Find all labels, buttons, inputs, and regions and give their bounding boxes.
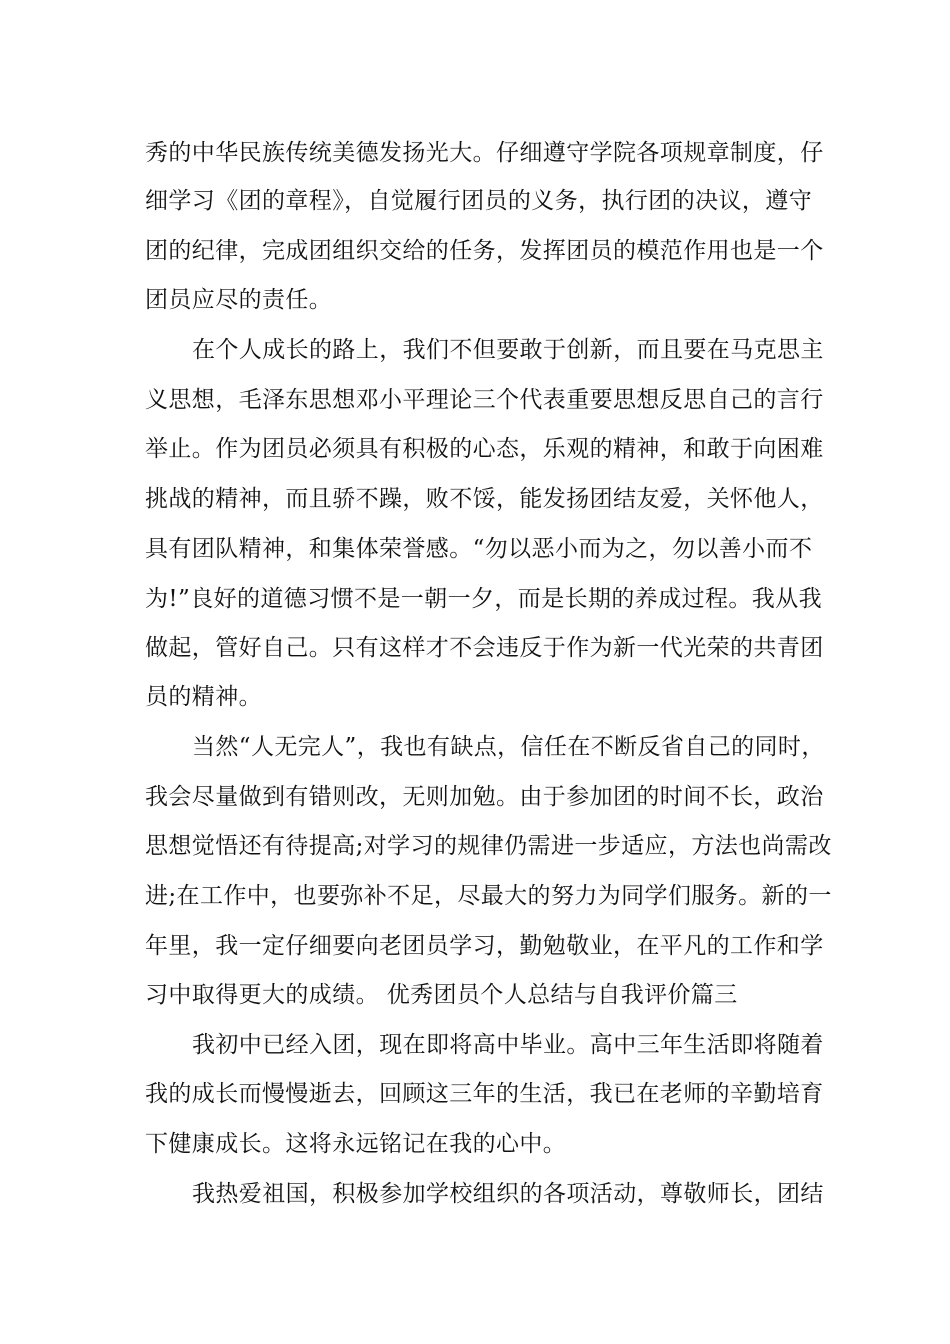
text-line: 思想觉悟还有待提高;对学习的规律仍需进一步适应，方法也尚需改 <box>145 833 832 859</box>
text-line: 细学习《团的章程》，自觉履行团员的义务，执行团的决议，遵守 <box>145 188 813 214</box>
text-line: 下健康成长。这将永远铭记在我的心中。 <box>145 1131 567 1157</box>
paragraph-first-line: 我初中已经入团，现在即将高中毕业。高中三年生活即将随着 <box>192 1032 824 1058</box>
text-line: 习中取得更大的成绩。 优秀团员个人总结与自我评价篇三 <box>145 982 738 1008</box>
text-line: 挑战的精神，而且骄不躁，败不馁，能发扬团结友爱，关怀他人， <box>145 486 824 512</box>
text-line: 团员应尽的责任。 <box>145 287 333 313</box>
paragraph-first-line: 我热爱祖国，积极参加学校组织的各项活动，尊敬师长，团结 <box>192 1181 824 1207</box>
text-line: 具有团队精神，和集体荣誉感。“勿以恶小而为之，勿以善小而不 <box>145 536 813 562</box>
text-line: 员的精神。 <box>145 684 262 710</box>
text-line: 团的纪律，完成团组织交给的任务，发挥团员的模范作用也是一个 <box>145 238 824 264</box>
text-line: 年里，我一定仔细要向老团员学习，勤勉敬业，在平凡的工作和学 <box>145 933 824 959</box>
text-line: 我会尽量做到有错则改，无则加勉。由于参加团的时间不长，政治 <box>145 784 824 810</box>
text-line: 义思想，毛泽东思想邓小平理论三个代表重要思想反思自己的言行 <box>145 387 824 413</box>
paragraph-first-line: 在个人成长的路上，我们不但要敢于创新，而且要在马克思主 <box>192 337 824 363</box>
text-line: 进;在工作中，也要弥补不足，尽最大的努力为同学们服务。新的一 <box>145 883 832 909</box>
text-line: 秀的中华民族传统美德发扬光大。仔细遵守学院各项规章制度，仔 <box>145 140 824 166</box>
text-line: 我的成长而慢慢逝去，回顾这三年的生活，我已在老师的辛勤培育 <box>145 1081 824 1107</box>
text-line: 举止。作为团员必须具有积极的心态，乐观的精神，和敢于向困难 <box>145 436 824 462</box>
paragraph-first-line: 当然“人无完人”，我也有缺点，信任在不断反省自己的同时， <box>192 734 825 760</box>
text-line: 为!”良好的道德习惯不是一朝一夕，而是长期的养成过程。我从我 <box>145 586 823 612</box>
text-line: 做起，管好自己。只有这样才不会违反于作为新一代光荣的共青团 <box>145 635 824 661</box>
